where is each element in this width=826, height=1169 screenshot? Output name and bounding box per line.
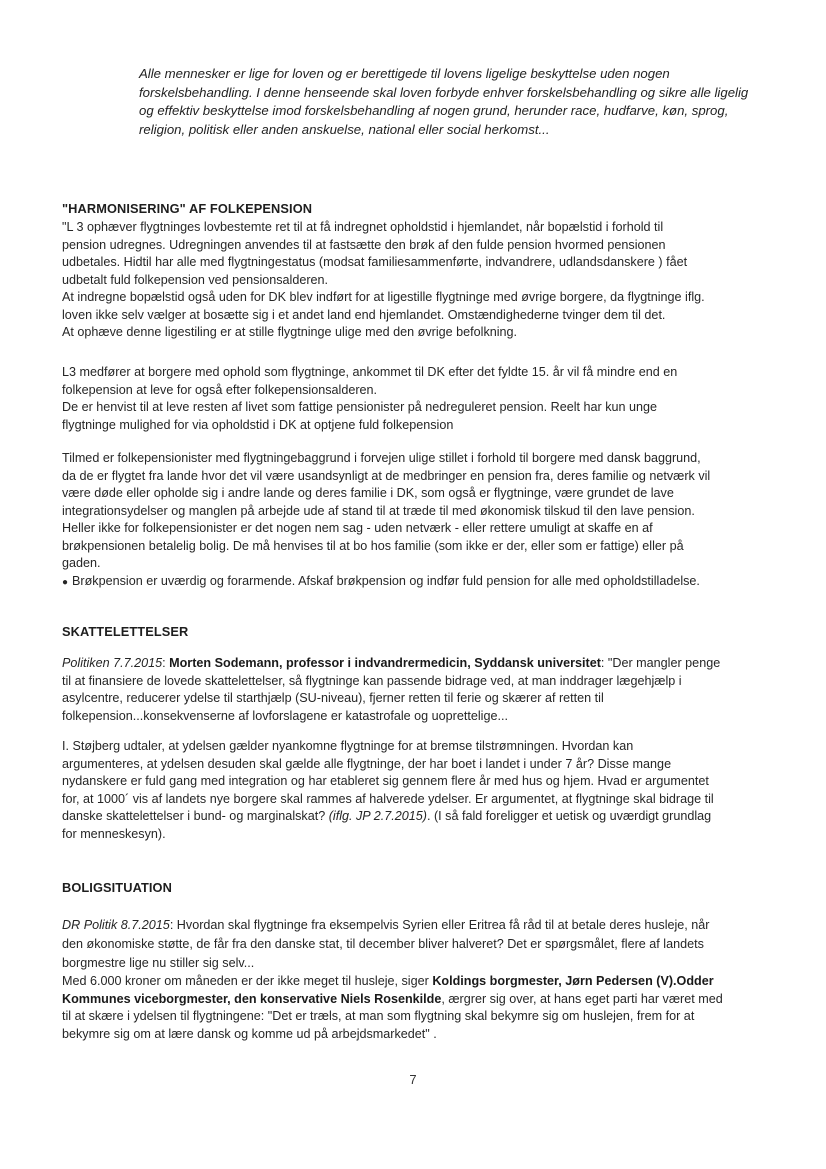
text-line: flygtninge mulighed for via opholdstid i DK at optjene fuld folkepension — [62, 417, 454, 432]
text-span: , ærgrer sig over, at hans eget parti har været med — [441, 991, 723, 1006]
text-line: folkepension...konsekvenserne af lovforslagene er katastrofale og uoprettelige... — [62, 708, 508, 723]
quote-line: forskelsbehandling. I denne henseende skal loven forbyde enhver forskelsbehandling og sikre alle ligelig — [139, 84, 749, 100]
quote-line: religion, politisk eller anden anskuelse, national eller social herkomst... — [139, 121, 550, 137]
text-line: brøkpensionen betalelig bolig. De må henvises til at bo hos familie (som ikke er der, eller som er fattige) eller på — [62, 538, 684, 553]
text-span: danske skattelettelser i bund- og marginalskat? — [62, 809, 329, 823]
source-citation: Politiken 7.7.2015 — [62, 656, 163, 670]
text-line — [62, 991, 768, 1009]
harmonisering-paragraph-2 — [62, 364, 768, 434]
text-span: : Hvordan skal flygtninge fra eksempelvis Syrien eller Eritrea få råd til at betale deres husleje, når — [169, 918, 710, 932]
text-span: . (I så fald foreligger et uetisk og uværdigt grundlag — [426, 809, 712, 823]
quoted-person: Koldings borgmester, Jørn Pedersen (V).Odder — [432, 974, 714, 988]
text-line: bekymre sig om at lære dansk og komme ud på arbejdsmarkedet" . — [62, 1026, 437, 1041]
text-line: integrationsydelser og manglen på arbejde ude af stand til at træde til med økonomisk tilskud til den lave pension. — [62, 503, 695, 518]
quote-line: Alle mennesker er lige for loven og er berettigede til lovens ligelige beskyttelse uden nogen — [139, 66, 670, 81]
source-citation: (iflg. JP 2.7.2015) — [328, 809, 427, 823]
bullet-text: Brøkpension er uværdig og forarmende. Afskaf brøkpension og indfør fuld pension for alle med opholdstilladelse. — [72, 573, 700, 588]
text-line: asylcentre, reducerer ydelse til starthjælp (SU-niveau), fjerner retten til ferie og skærer af retten til — [62, 691, 604, 705]
text-line — [62, 916, 768, 935]
text-line: folkepension at leve for også efter folkepensionsalderen. — [62, 382, 378, 397]
text-line: for menneskesyn). — [62, 826, 166, 841]
section-heading-boligsituation: BOLIGSITUATION — [62, 880, 172, 895]
text-line: pension udregnes. Udregningen anvendes til at fastsætte den brøk af den fulde pension hvormed pensionen — [62, 237, 666, 252]
text-line — [62, 808, 768, 826]
text-line: De er henvist til at leve resten af livet som fattige pensionister på nedreguleret pension. Reelt har kun unge — [62, 400, 658, 414]
text-line — [62, 973, 768, 991]
section-heading-skattelettelser: SKATTELETTELSER — [62, 624, 189, 639]
quote-line: og effektiv beskyttelse imod forskelsbehandling af nogen grund, herunder race, hudfarve, køn, sprog, — [139, 103, 729, 119]
text-line: Tilmed er folkepensionister med flygtningebaggrund i forvejen ulige stillet i forhold til borgere med dansk baggrund, — [62, 451, 701, 465]
page-number: 7 — [409, 1072, 417, 1087]
text-line: være døde eller opholde sig i andre lande og deres familie i DK, som også er flygtninge, være grundet de lave — [62, 486, 674, 500]
skattelettelser-paragraph-2 — [62, 738, 768, 843]
text-line: nydanskere er fuld gang med integration og har etableret sig gennem flere år med hus og hjem. Hvad er argumentet — [62, 774, 709, 788]
bullet-dot-icon: ● — [62, 576, 69, 588]
text-span: "Der mangler penge — [607, 656, 721, 670]
text-line: Heller ikke for folkepensionister er det nogen nem sag - uden netværk - eller rettere umuligt at skaffe en af — [62, 521, 653, 535]
section-heading-harmonisering: "HARMONISERING" AF FOLKEPENSION — [62, 201, 313, 216]
text-line: "L 3 ophæver flygtninges lovbestemte ret til at få indregnet opholdstid i hjemlandet, når bopælstid i forhold til — [62, 220, 664, 234]
text-span: Med 6.000 kroner om måneden er der ikke meget til husleje, siger — [62, 974, 433, 988]
charter-quote — [139, 65, 769, 139]
text-line: At indregne bopælstid også uden for DK blev indført for at ligestille flygtninge med øvrige borgere, da flygtninge iflg. — [62, 290, 705, 304]
text-line: den økonomiske støtte, de får fra den danske stat, til december bliver halveret? Det er spørgsmålet, flere af landets — [62, 937, 704, 951]
text-line: til at finansiere de lovede skattelettelser, så flygtninge kan passende bidrage ved, at man inddrager lægehjælp i — [62, 673, 682, 688]
text-line: loven ikke selv vælger at bosætte sig i et andet land end hjemlandet. Omstændighederne tvinger dem til det. — [62, 307, 666, 322]
text-line: til at skære i ydelsen til flygtningene: "Det er træls, at man som flygtning skal bekymre sig om huslejen, frem for at — [62, 1009, 695, 1023]
source-citation: DR Politik 8.7.2015 — [62, 918, 170, 932]
text-line: L3 medfører at borgere med ophold som flygtninge, ankommet til DK efter det fyldte 15. år vil få mindre end en — [62, 365, 678, 379]
bullet-item — [62, 573, 768, 592]
quoted-person: Morten Sodemann, professor i indvandrermedicin, Syddansk universitet — [169, 656, 601, 670]
harmonisering-paragraph-1 — [62, 219, 768, 342]
text-line: for, at 1000´ vis af landets nye borgere skal rammes af halverede ydelser. Er argumentet, at flygtninge skal bidrage til — [62, 791, 714, 806]
text-line: da de er flygtet fra lande hvor det vil være usandsynligt at de medbringer en pension fra, deres familie og netværk vil — [62, 468, 711, 483]
text-line: argumenteres, at ydelsen desuden skal gælde alle flygtninge, der har boet i landet i under 7 år? Disse mange — [62, 756, 672, 771]
quoted-person: Kommunes viceborgmester, den konservative Niels Rosenkilde — [62, 991, 442, 1006]
text-line: borgmestre lige nu stiller sig selv... — [62, 956, 255, 970]
boligsituation-paragraph-1 — [62, 916, 768, 973]
harmonisering-paragraph-3 — [62, 450, 768, 591]
text-line: I. Støjberg udtaler, at ydelsen gælder nyankomne flygtninge for at bremse tilstrømningen. Hvordan kan — [62, 739, 634, 753]
text-line: At ophæve denne ligestiling er at stille flygtninge ulige med den øvrige befolkning. — [62, 325, 518, 339]
text-line: udbetales. Hidtil har alle med flygtningestatus (modsat familiesammenførte, indvandrere, udlandsdanskere ) fået — [62, 255, 688, 269]
text-line: Politiken 7.7.2015: Morten Sodemann, professor i indvandrermedicin, Syddansk universitet: "Der mangler penge — [62, 656, 721, 670]
text-line: udbetalt fuld folkepension ved pensionsalderen. — [62, 272, 329, 287]
skattelettelser-paragraph-1 — [62, 655, 768, 725]
boligsituation-paragraph-2 — [62, 973, 768, 1043]
text-line: gaden. — [62, 556, 101, 570]
